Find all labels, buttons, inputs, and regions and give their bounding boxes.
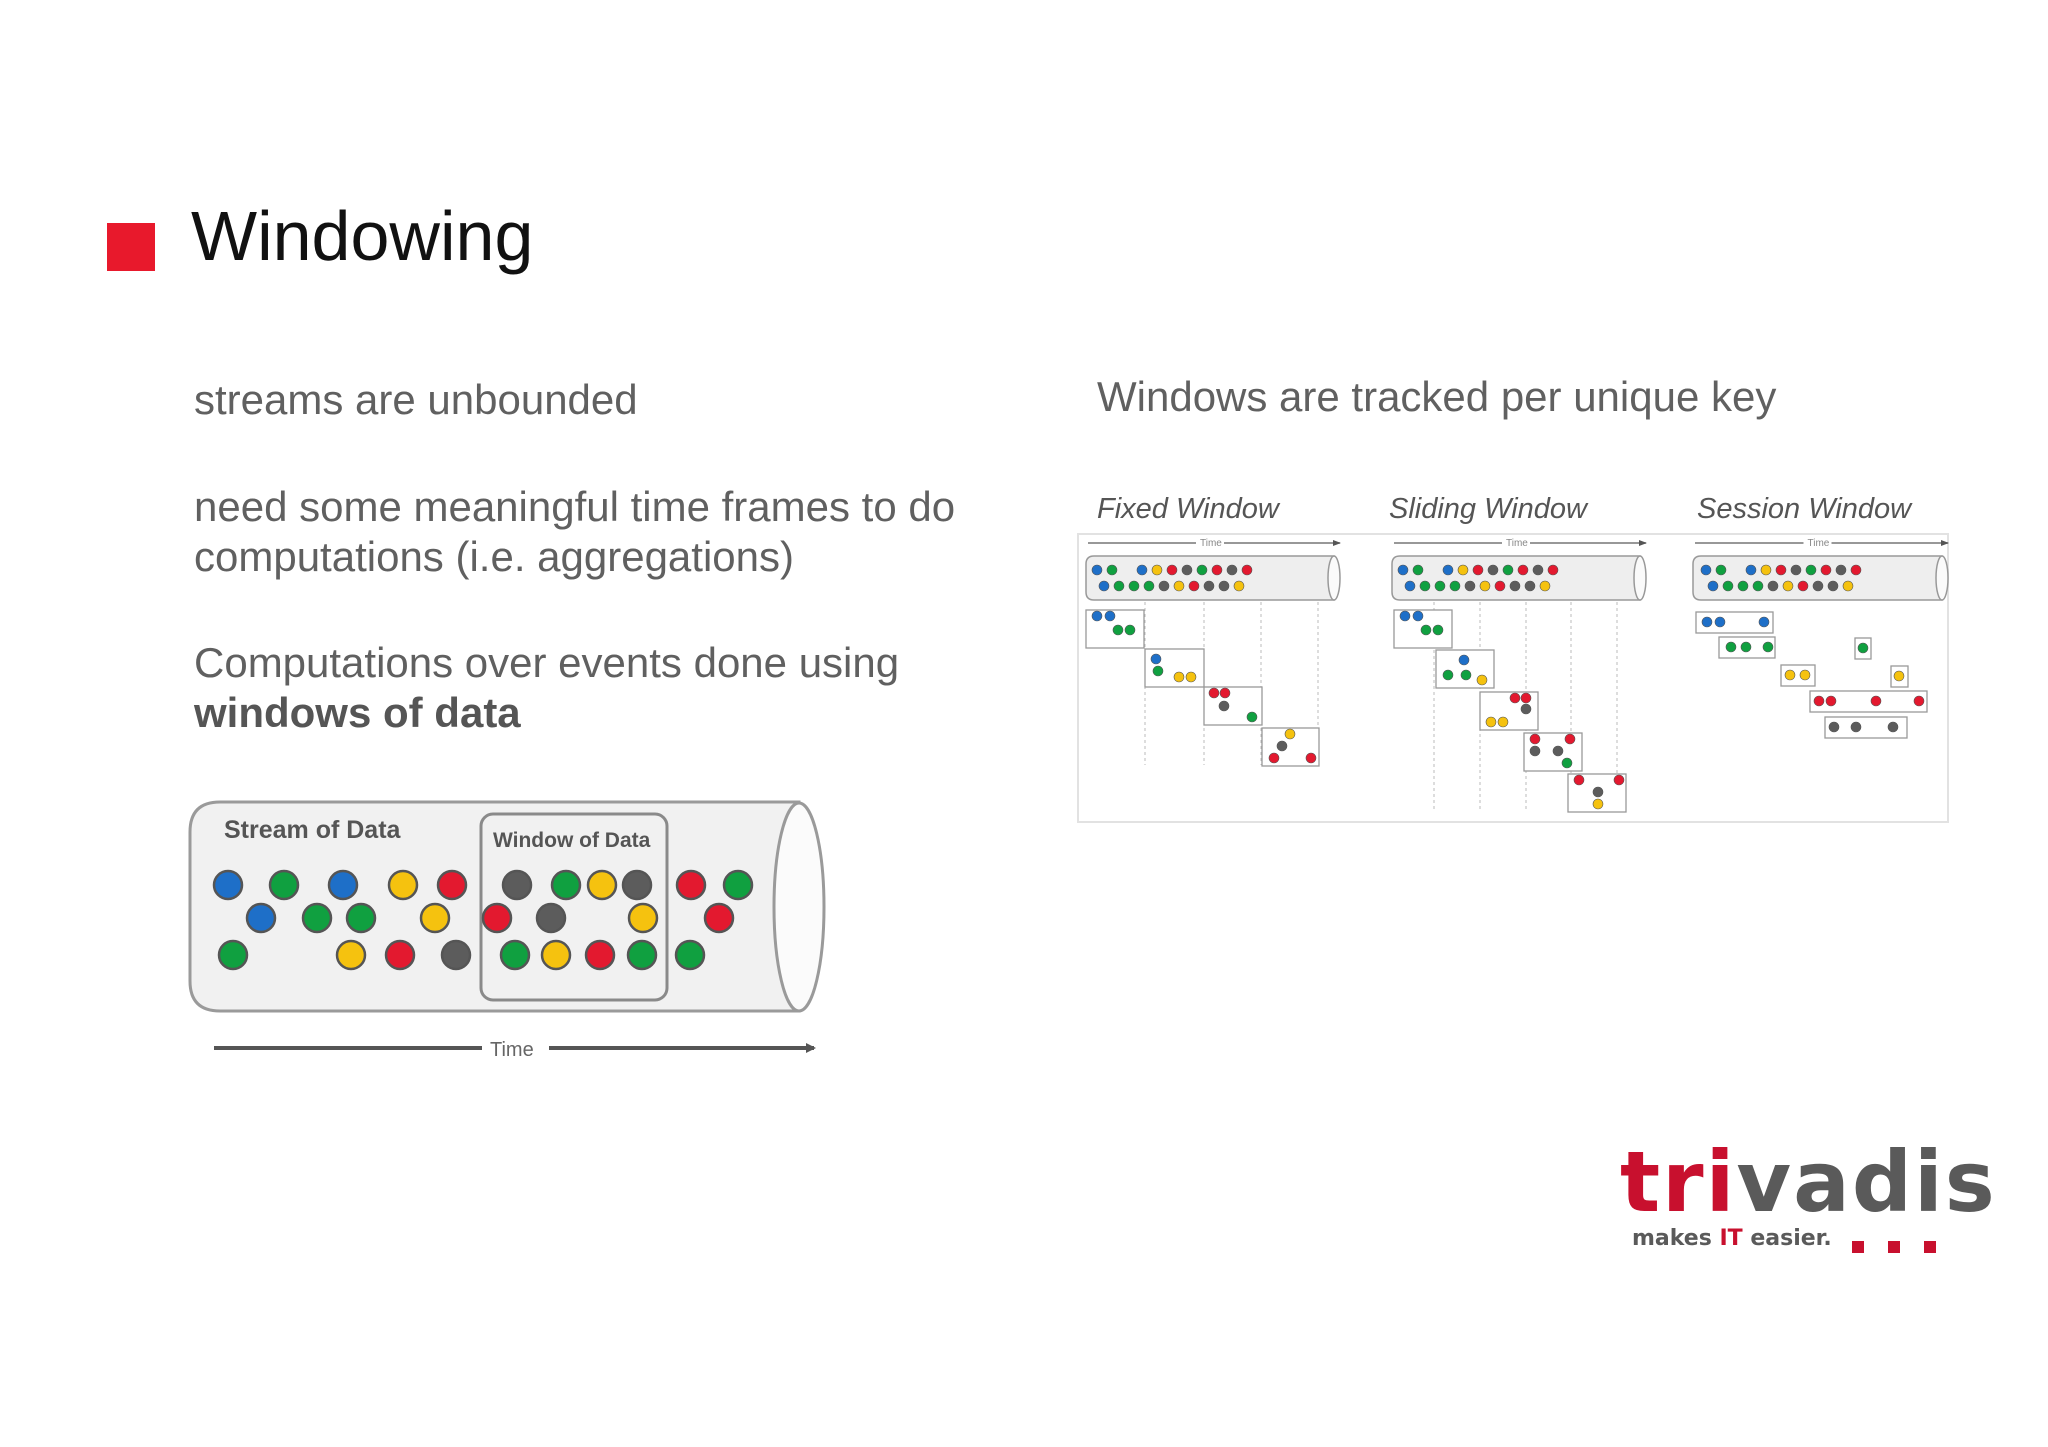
event-dot — [442, 941, 470, 969]
event-dot — [337, 941, 365, 969]
event-dot — [1450, 581, 1460, 591]
event-dot — [1413, 611, 1423, 621]
event-dot — [1488, 565, 1498, 575]
slide-title: Windowing — [191, 197, 534, 275]
event-dot — [386, 941, 414, 969]
event-dot — [1708, 581, 1718, 591]
event-dot — [1458, 565, 1468, 575]
logo-word-grey: vadis — [1736, 1133, 1997, 1231]
event-dot — [1800, 670, 1810, 680]
event-dot — [1495, 581, 1505, 591]
event-dot — [1851, 722, 1861, 732]
event-dot — [1768, 581, 1778, 591]
event-dot — [1114, 581, 1124, 591]
event-dot — [1212, 565, 1222, 575]
event-dot — [1726, 642, 1736, 652]
event-dot — [724, 871, 752, 899]
event-dot — [1159, 581, 1169, 591]
event-dot — [1400, 611, 1410, 621]
event-dot — [1702, 617, 1712, 627]
event-dot — [503, 871, 531, 899]
event-dot — [1174, 672, 1184, 682]
event-dot — [1105, 611, 1115, 621]
event-dot — [270, 871, 298, 899]
event-dot — [1219, 581, 1229, 591]
event-dot — [1836, 565, 1846, 575]
event-dot — [1092, 611, 1102, 621]
bullet-computations-text: Computations over events done using — [194, 639, 900, 686]
event-dot — [1761, 565, 1771, 575]
tagline-it: IT — [1719, 1226, 1743, 1251]
event-dot — [1783, 581, 1793, 591]
logo-wordmark — [1620, 1133, 1997, 1231]
event-dot — [623, 871, 651, 899]
stream-label: Stream of Data — [224, 816, 401, 844]
event-dot — [329, 871, 357, 899]
event-dot — [1614, 775, 1624, 785]
trivadis-logo — [1620, 1133, 1997, 1251]
event-dot — [1197, 565, 1207, 575]
event-dot — [1092, 565, 1102, 575]
event-dot — [1723, 581, 1733, 591]
event-dot — [1113, 625, 1123, 635]
event-dot — [1791, 565, 1801, 575]
small-pipe-end — [1328, 556, 1340, 600]
event-dot — [1530, 746, 1540, 756]
event-dot — [1189, 581, 1199, 591]
event-dot — [1553, 746, 1563, 756]
event-dot — [483, 904, 511, 932]
event-dot — [1174, 581, 1184, 591]
event-dot — [1498, 717, 1508, 727]
event-dot — [1565, 734, 1575, 744]
event-dot — [1220, 688, 1230, 698]
event-dot — [1152, 565, 1162, 575]
event-dot — [1125, 625, 1135, 635]
small-pipe — [1086, 556, 1334, 600]
event-dot — [1894, 671, 1904, 681]
event-dot — [1593, 787, 1603, 797]
event-dot — [1826, 696, 1836, 706]
event-dot — [1209, 688, 1219, 698]
event-dot — [1186, 672, 1196, 682]
event-dot — [1759, 617, 1769, 627]
windows-heading: Windows are tracked per unique key — [1097, 373, 1777, 420]
event-dot — [1806, 565, 1816, 575]
event-dot — [1459, 655, 1469, 665]
event-dot — [1521, 704, 1531, 714]
event-dot — [1247, 712, 1257, 722]
event-dot — [1574, 775, 1584, 785]
event-dot — [1435, 581, 1445, 591]
window-label: Window of Data — [493, 829, 651, 852]
bullet-computations-bold: windows of data — [194, 689, 521, 737]
event-dot — [586, 941, 614, 969]
bullet-unbounded: streams are unbounded — [194, 376, 638, 423]
event-dot — [1716, 565, 1726, 575]
event-dot — [1486, 717, 1496, 727]
small-pipe — [1693, 556, 1942, 600]
event-dot — [1510, 693, 1520, 703]
event-dot — [537, 904, 565, 932]
event-dot — [1813, 581, 1823, 591]
time-label-small: Time — [1807, 538, 1830, 549]
tagline-pre: makes — [1632, 1226, 1720, 1251]
event-dot — [1443, 670, 1453, 680]
event-dot — [1763, 642, 1773, 652]
bullet-time-frames: need some meaningful time frames to do computations (i.e. aggregations) — [194, 483, 956, 581]
small-pipe-end — [1634, 556, 1646, 600]
event-dot — [1593, 799, 1603, 809]
event-dot — [542, 941, 570, 969]
event-dot — [1129, 581, 1139, 591]
event-dot — [219, 941, 247, 969]
event-dot — [1753, 581, 1763, 591]
event-dot — [1548, 565, 1558, 575]
event-dot — [1525, 581, 1535, 591]
event-dot — [1398, 565, 1408, 575]
time-label-small: Time — [1200, 538, 1222, 549]
event-dot — [1851, 565, 1861, 575]
time-label-small: Time — [1506, 538, 1528, 549]
event-dot — [1306, 753, 1316, 763]
tagline-post: easier. — [1742, 1226, 1832, 1251]
event-dot — [1738, 581, 1748, 591]
event-dot — [1871, 696, 1881, 706]
event-dot — [1562, 758, 1572, 768]
event-dot — [1153, 666, 1163, 676]
event-dot — [629, 904, 657, 932]
event-dot — [421, 904, 449, 932]
event-dot — [1785, 670, 1795, 680]
small-pipe-end — [1936, 556, 1948, 600]
time-label: Time — [490, 1039, 534, 1061]
event-dot — [677, 871, 705, 899]
event-dot — [1821, 565, 1831, 575]
event-dot — [1182, 565, 1192, 575]
event-dot — [1533, 565, 1543, 575]
event-dot — [1421, 625, 1431, 635]
event-dot — [1480, 581, 1490, 591]
event-dot — [1715, 617, 1725, 627]
event-dot — [1219, 701, 1229, 711]
event-dot — [1477, 675, 1487, 685]
event-dot — [1227, 565, 1237, 575]
stream-pipe-end — [774, 803, 824, 1011]
logo-dots — [1852, 1240, 1960, 1258]
event-dot — [1137, 565, 1147, 575]
event-dot — [438, 871, 466, 899]
event-dot — [1277, 741, 1287, 751]
event-dot — [1413, 565, 1423, 575]
event-dot — [1776, 565, 1786, 575]
event-dot — [1433, 625, 1443, 635]
session-window-label: Session Window — [1697, 493, 1912, 525]
event-dot — [1405, 581, 1415, 591]
event-dot — [552, 871, 580, 899]
event-dot — [247, 904, 275, 932]
event-dot — [1518, 565, 1528, 575]
event-dot — [303, 904, 331, 932]
event-dot — [1701, 565, 1711, 575]
event-dot — [501, 941, 529, 969]
event-dot — [1503, 565, 1513, 575]
event-dot — [1107, 565, 1117, 575]
event-dot — [1540, 581, 1550, 591]
event-dot — [1269, 753, 1279, 763]
small-pipe — [1392, 556, 1640, 600]
event-dot — [628, 941, 656, 969]
event-dot — [1443, 565, 1453, 575]
event-dot — [1914, 696, 1924, 706]
event-dot — [1828, 581, 1838, 591]
event-dot — [389, 871, 417, 899]
logo-word-red: tri — [1620, 1133, 1737, 1231]
event-dot — [1741, 642, 1751, 652]
event-dot — [676, 941, 704, 969]
event-dot — [1843, 581, 1853, 591]
event-dot — [1858, 643, 1868, 653]
stream-diagram — [190, 802, 824, 1061]
event-dot — [1521, 693, 1531, 703]
event-dot — [1888, 722, 1898, 732]
event-dot — [1798, 581, 1808, 591]
sliding-window-label: Sliding Window — [1389, 493, 1588, 525]
fixed-window-label: Fixed Window — [1097, 493, 1279, 525]
event-dot — [1204, 581, 1214, 591]
event-dot — [1099, 581, 1109, 591]
event-dot — [1420, 581, 1430, 591]
event-dot — [347, 904, 375, 932]
event-dot — [1530, 734, 1540, 744]
event-dot — [1144, 581, 1154, 591]
window-types-panel — [1078, 534, 1948, 822]
event-dot — [1242, 565, 1252, 575]
event-dot — [1510, 581, 1520, 591]
event-dot — [705, 904, 733, 932]
event-dot — [1473, 565, 1483, 575]
event-dot — [1151, 654, 1161, 664]
event-dot — [1234, 581, 1244, 591]
event-dot — [1167, 565, 1177, 575]
event-dot — [214, 871, 242, 899]
event-dot — [1285, 729, 1295, 739]
event-dot — [1461, 670, 1471, 680]
event-dot — [1829, 722, 1839, 732]
event-dot — [588, 871, 616, 899]
event-dot — [1465, 581, 1475, 591]
event-dot — [1746, 565, 1756, 575]
event-dot — [1814, 696, 1824, 706]
